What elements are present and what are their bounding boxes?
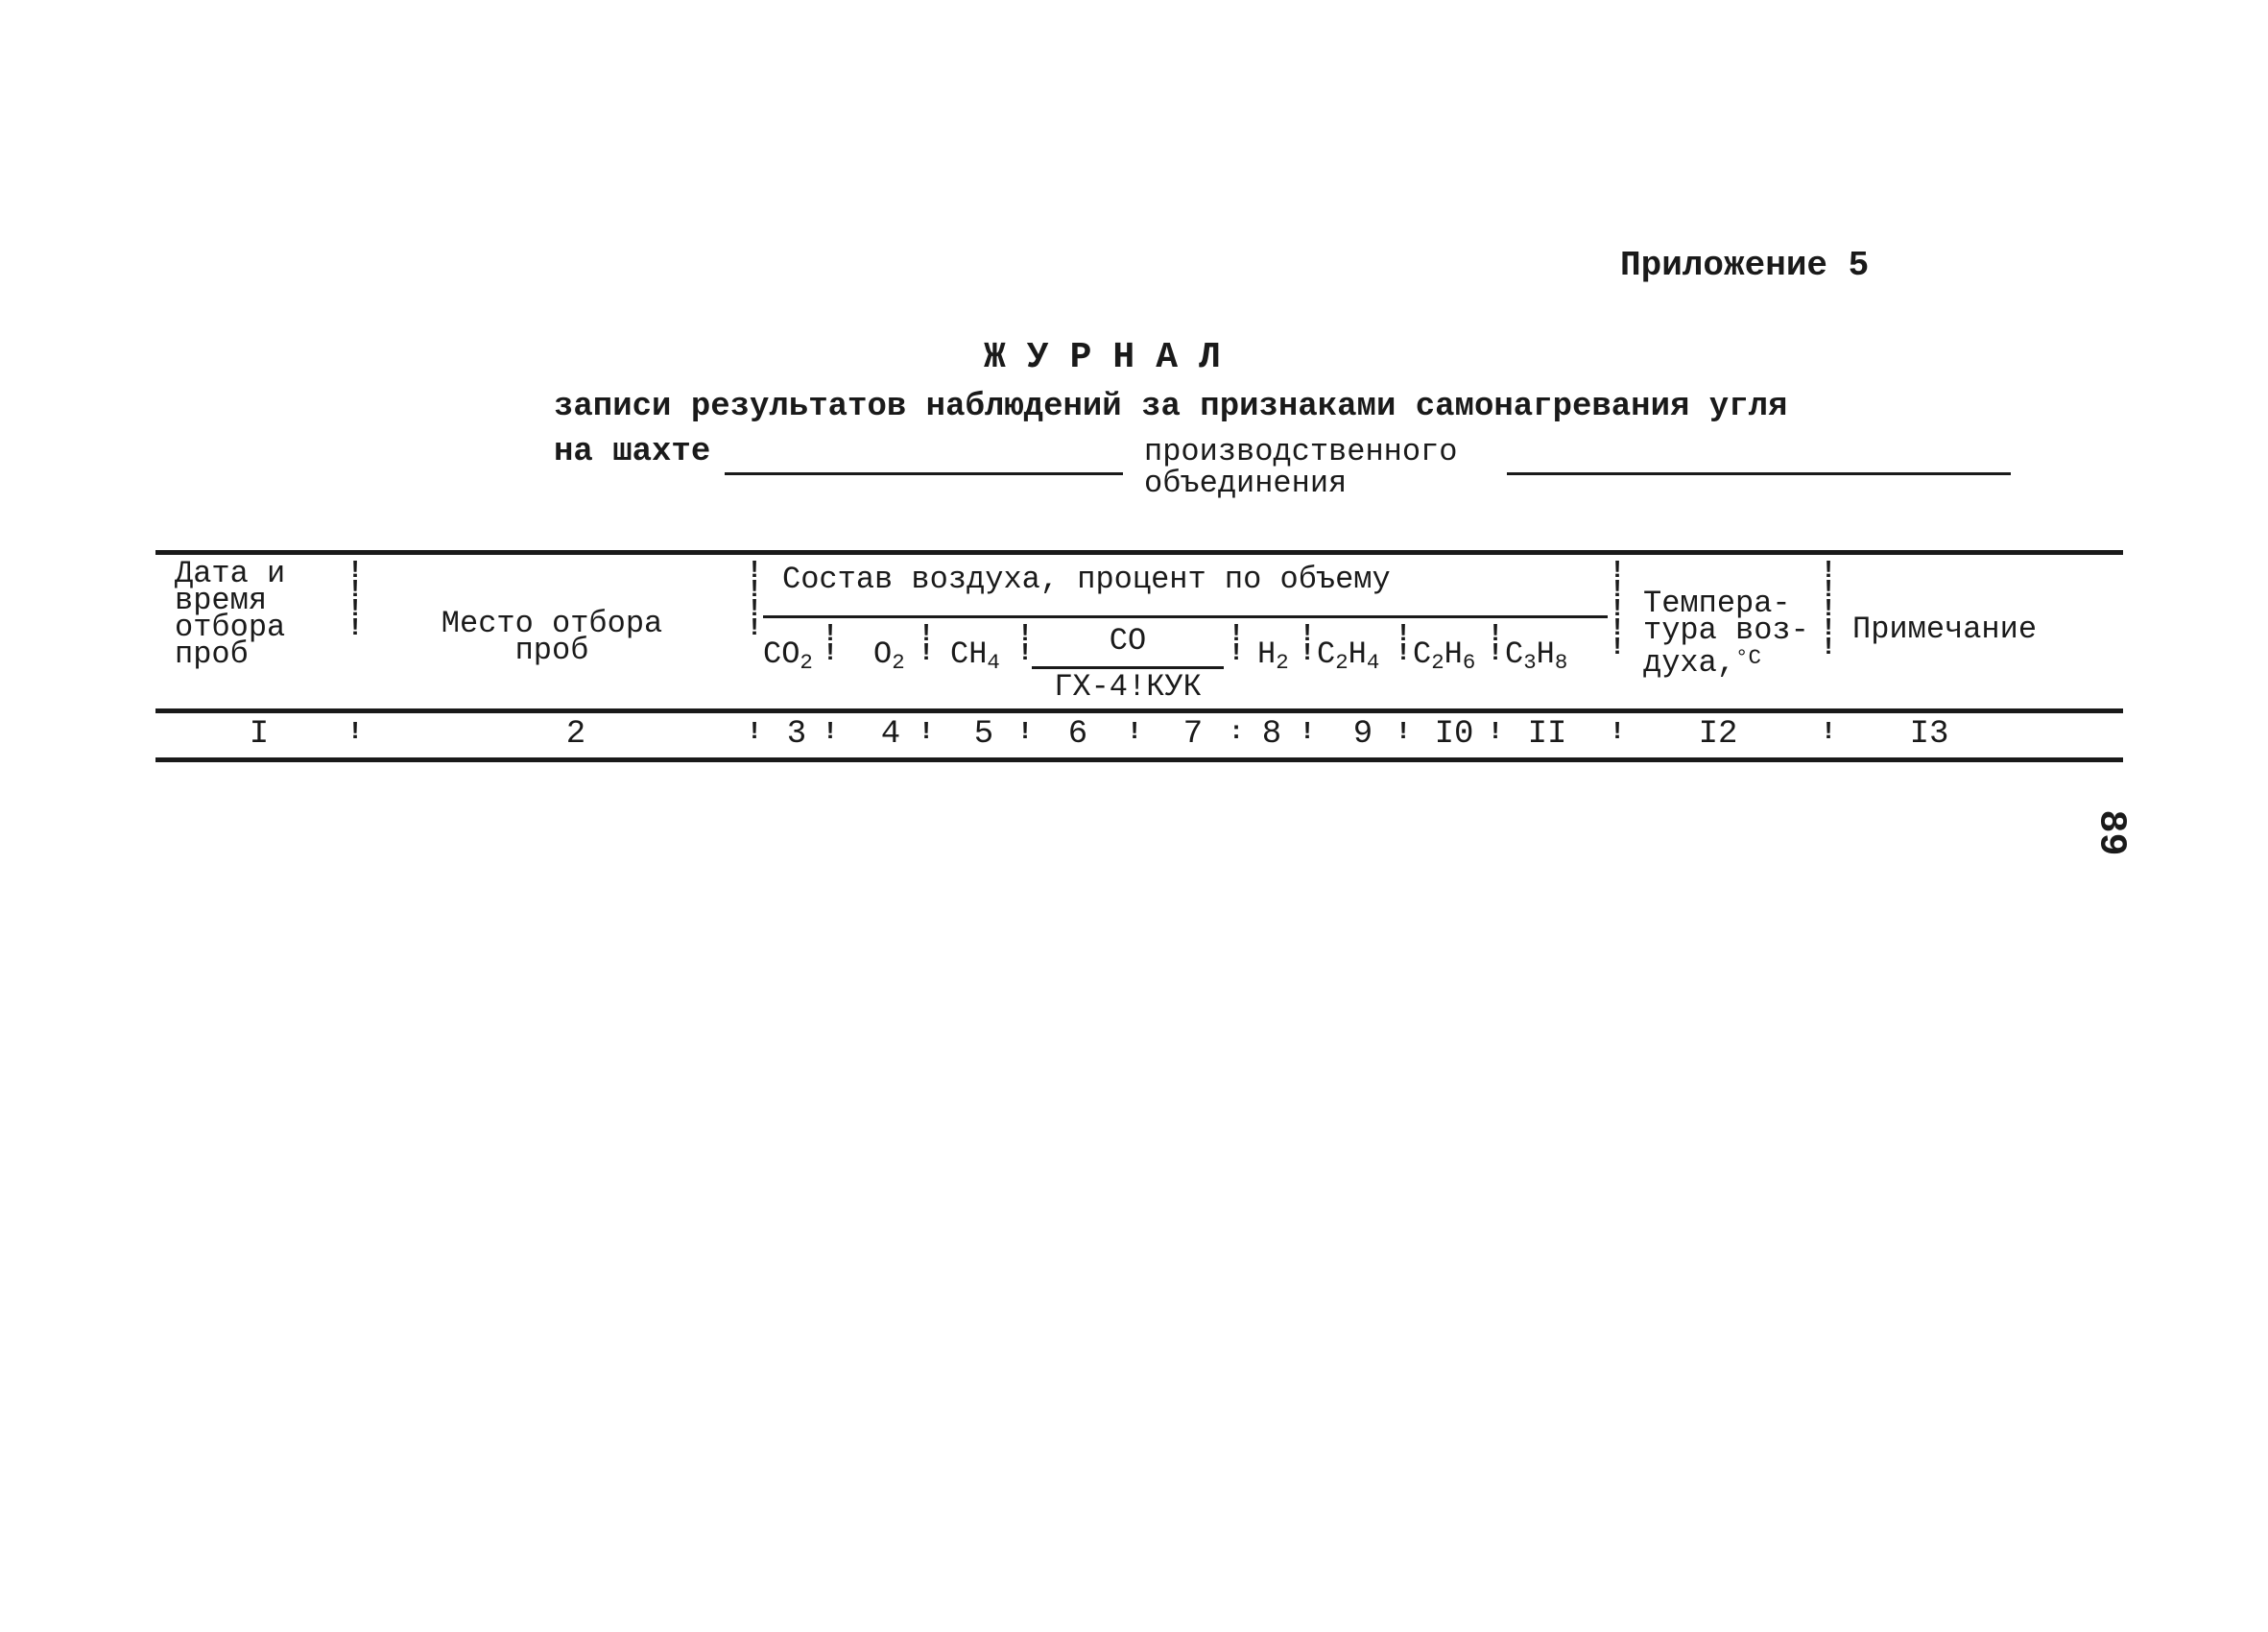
column-number: 3 bbox=[786, 716, 807, 753]
header-separator: ! ! ! ! ! bbox=[1821, 556, 1836, 661]
column-number: 2 bbox=[565, 716, 586, 753]
gas-separator: ! ! bbox=[1229, 619, 1244, 667]
header-separator: ! ! ! ! ! bbox=[1610, 556, 1625, 661]
column-number: 6 bbox=[1067, 716, 1088, 753]
header-note: Примечание bbox=[1852, 612, 2038, 647]
number-separator: ! bbox=[1396, 717, 1411, 746]
number-separator: : bbox=[1229, 717, 1244, 746]
header-air-composition: Состав воздуха, процент по объему bbox=[782, 562, 1391, 597]
table-bottom-border bbox=[155, 757, 2123, 762]
column-number: I3 bbox=[1909, 716, 1949, 753]
gas-separator: ! ! bbox=[1488, 619, 1503, 667]
association-fill-line bbox=[1507, 472, 2011, 475]
number-separator: ! bbox=[1610, 717, 1625, 746]
mine-fill-line bbox=[725, 472, 1123, 475]
number-separator: ! bbox=[1821, 717, 1836, 746]
header-c3h8: $C_3H_8$ bbox=[1505, 636, 1568, 675]
header-separator: ! ! ! ! bbox=[347, 556, 363, 642]
column-number: I0 bbox=[1434, 716, 1474, 753]
gas-separator: ! ! bbox=[1396, 619, 1411, 667]
association-label: производственного объединения bbox=[1144, 434, 1458, 501]
gas-separator: ! ! bbox=[1017, 619, 1033, 667]
mine-label: на шахте bbox=[554, 434, 711, 470]
header-co2: $CO_2$ bbox=[763, 636, 813, 675]
column-number: 8 bbox=[1261, 716, 1282, 753]
header-air-temperature: Темпера- тура воз- духа,$^{^\circ C}$ bbox=[1643, 586, 1809, 681]
page-number: 89 bbox=[2089, 809, 2133, 856]
gas-separator: ! ! bbox=[919, 619, 934, 667]
number-separator: ! bbox=[1488, 717, 1503, 746]
column-number: 7 bbox=[1182, 716, 1204, 753]
header-bottom-border bbox=[155, 708, 2123, 713]
header-ch4: $CH_4$ bbox=[950, 636, 1000, 675]
header-separator: ! ! ! ! bbox=[747, 556, 762, 642]
header-o2: $O_2$ bbox=[873, 636, 905, 675]
document-title: ЖУРНАЛ bbox=[984, 337, 1242, 378]
header-sampling-place: Место отбора проб bbox=[441, 606, 663, 668]
column-number: 9 bbox=[1352, 716, 1373, 753]
number-separator: ! bbox=[823, 717, 838, 746]
gas-separator: ! ! bbox=[823, 619, 838, 667]
header-c2h4: $C_2H_4$ bbox=[1317, 636, 1380, 675]
header-h2: $H_2$ bbox=[1257, 636, 1289, 675]
appendix-label: Приложение 5 bbox=[1620, 246, 1870, 285]
column-number: I2 bbox=[1698, 716, 1738, 753]
number-separator: ! bbox=[919, 717, 934, 746]
document-subtitle: записи результатов наблюдений за признаками самонагревания угля bbox=[554, 389, 1788, 425]
column-number: I bbox=[249, 716, 270, 753]
number-separator: ! bbox=[347, 717, 363, 746]
header-co-instruments: ГХ-4!КУК bbox=[1054, 669, 1202, 705]
composition-divider bbox=[763, 615, 1608, 618]
header-co: CO bbox=[1109, 623, 1147, 659]
header-c2h6: $C_2H_6$ bbox=[1413, 636, 1476, 675]
number-separator: ! bbox=[1127, 717, 1142, 746]
number-separator: ! bbox=[747, 717, 762, 746]
column-number: 5 bbox=[973, 716, 994, 753]
table-top-border bbox=[155, 550, 2123, 555]
column-number: 4 bbox=[880, 716, 901, 753]
number-separator: ! bbox=[1017, 717, 1033, 746]
header-date-time: Дата и время отбора проб bbox=[175, 556, 286, 672]
number-separator: ! bbox=[1300, 717, 1315, 746]
gas-separator: ! ! bbox=[1300, 619, 1315, 667]
column-number: II bbox=[1527, 716, 1567, 753]
